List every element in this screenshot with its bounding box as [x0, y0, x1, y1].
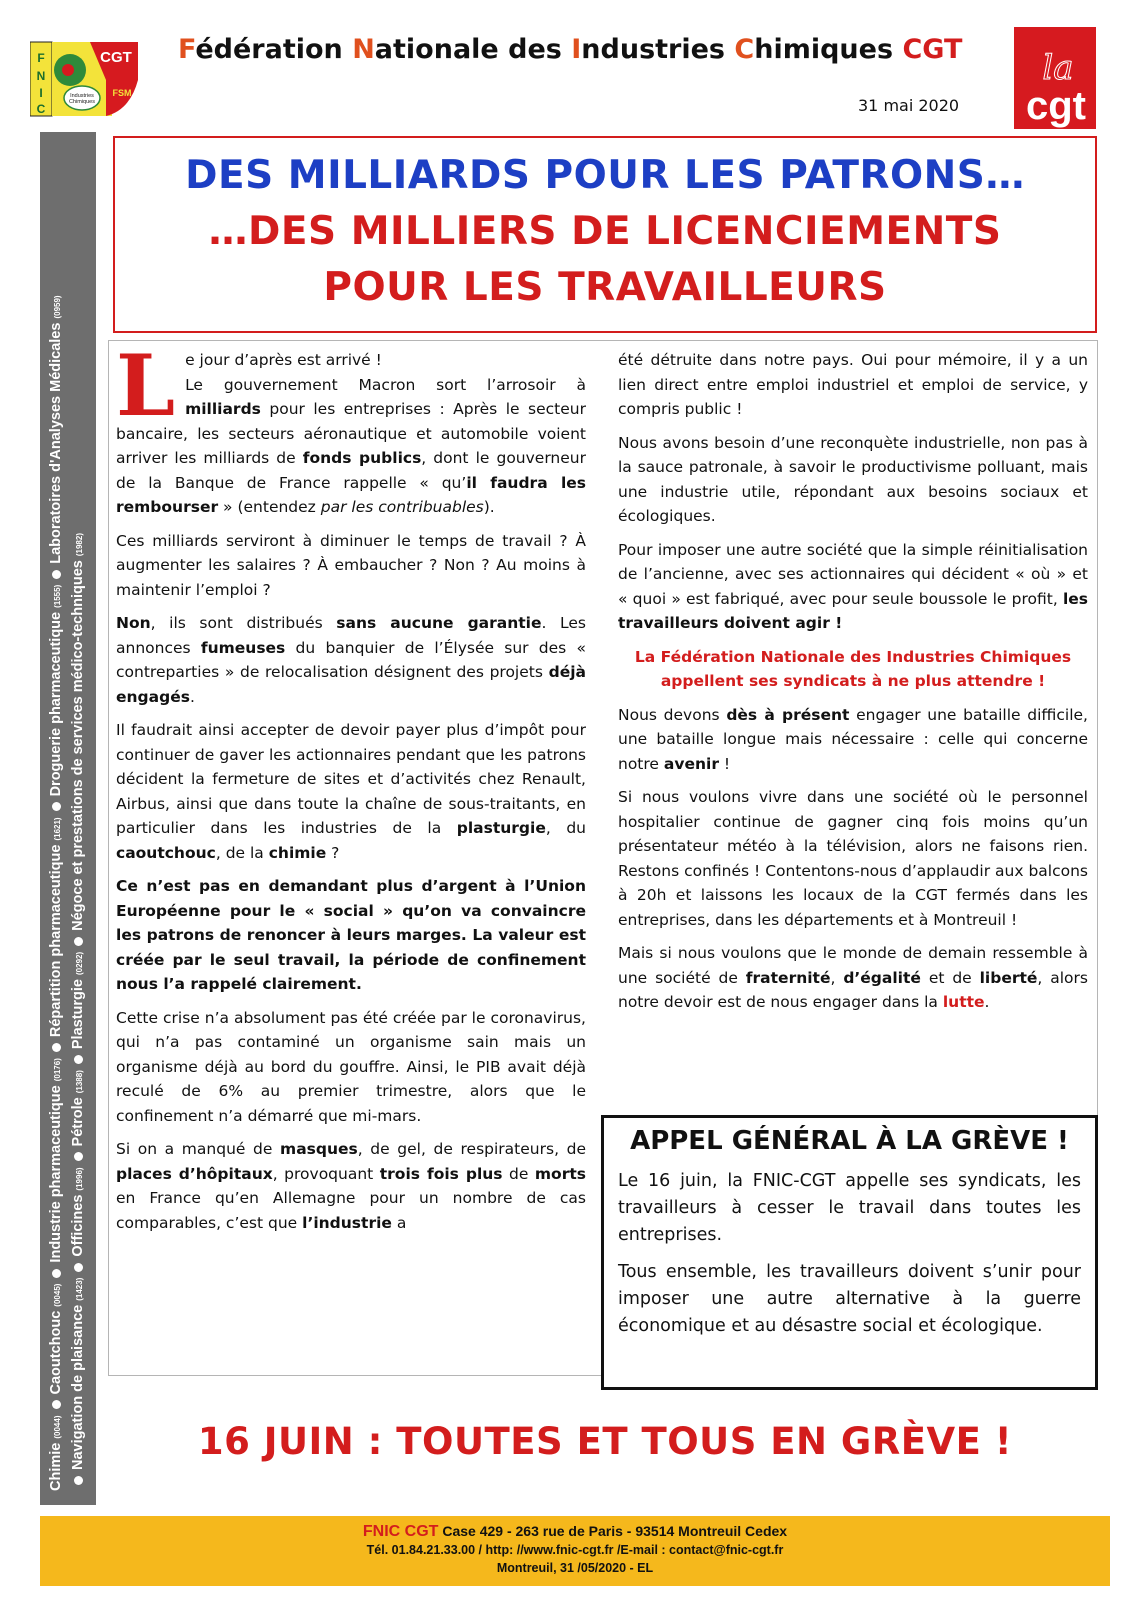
article-paragraph: Il faudrait ainsi accepter de devoir payer plus d’impôt pour continuer de gaver les actionnaires pendant que les patrons décident la fermeture de sites et d’activités chez Renault, Airbus, ainsi que dans toute la chaîne de sous-traitants, en particulier dans les industries de la plasturgie, du caoutchouc, de la chimie ?	[116, 721, 586, 862]
svg-text:Industries: Industries	[70, 93, 94, 99]
svg-text:Chimiques: Chimiques	[69, 99, 95, 105]
strike-call-box	[601, 1115, 1098, 1390]
footer-address-line	[40, 1523, 1110, 1541]
title-fragment: himiques	[754, 34, 903, 65]
bullet-icon	[74, 1152, 83, 1161]
article-paragraph: été détruite dans notre pays. Oui pour mémoire, il y a un lien direct entre emploi industriel et emploi de service, y compris public !	[618, 351, 1088, 418]
article-paragraph: Pour imposer une autre société que la simple réinitialisation de l’ancienne, avec ses actionnaires qui décident « où » et « quoi » est fabriqué, avec pour seule boussole le profit, les travailleurs doivent agir !	[618, 540, 1088, 632]
svg-text:I: I	[39, 86, 43, 100]
headline-line-1: DES MILLIARDS POUR LES PATRONS…	[185, 153, 1025, 198]
fnic-logo	[30, 40, 140, 118]
sector-code: (1388)	[75, 1070, 84, 1094]
article-column-right	[618, 348, 1088, 1024]
title-fragment: F	[178, 34, 196, 65]
title-fragment: édération	[195, 34, 353, 65]
article-paragraph: Mais si nous voulons que le monde de demain ressemble à une société de fraternité, d’égalité et de liberté, alors notre devoir est de nous engager dans la lutte.	[618, 944, 1088, 1011]
headline-box	[113, 136, 1097, 333]
article-paragraph: Si nous voulons vivre dans une société où le personnel hospitalier continue de gagner cinq fois moins qu’un présentateur météo à la télévision, alors ne faisons rien. Restons confinés ! Contentons-nous d’applaudir aux balcons à 20h et laissons les locaux de la CGT fermés dans les entreprises, dans les départements et à Montreuil !	[618, 788, 1088, 929]
strike-call-paragraph: Le 16 juin, la FNIC-CGT appelle ses syndicats, les travailleurs à cesser le travail dans toutes les entreprises.	[618, 1171, 1081, 1245]
sector-item: Industrie pharmaceutique (0176)	[48, 1058, 64, 1263]
sector-item: Navigation de plaisance (1423)	[70, 1277, 86, 1470]
bullet-icon	[52, 802, 61, 811]
sector-item: Laboratoires d'Analyses Médicales (0959)	[48, 295, 64, 564]
footer	[40, 1516, 1110, 1586]
sector-item: Pétrole (1388)	[70, 1070, 86, 1147]
federation-title	[178, 34, 978, 65]
svg-text:N: N	[36, 69, 46, 83]
sector-item: Répartition pharmaceutique (1621)	[48, 817, 64, 1038]
sector-item: Droguerie pharmaceutique (1555)	[48, 584, 64, 797]
article-paragraph: Nous devons dès à présent engager une bataille difficile, une bataille longue mais nécessaire : celle qui concerne notre avenir !	[618, 705, 1088, 773]
sector-code: (1982)	[75, 533, 84, 557]
title-cgt: CGT	[902, 34, 963, 65]
sector-code: (0045)	[53, 1283, 62, 1307]
sector-sidebar	[40, 132, 96, 1505]
sector-item: Officines (1996)	[70, 1167, 86, 1257]
sector-code: (0292)	[75, 951, 84, 975]
publication-date: 31 mai 2020	[858, 96, 960, 115]
headline-line-2: …DES MILLIERS DE LICENCIEMENTS	[208, 209, 1002, 254]
sector-code: (0044)	[53, 1415, 62, 1439]
footer-org: FNIC CGT	[362, 1523, 439, 1540]
sector-item: Caoutchouc (0045)	[48, 1283, 64, 1395]
sector-line-1	[46, 132, 68, 1491]
sector-code: (1996)	[75, 1167, 84, 1191]
svg-text:C: C	[36, 102, 46, 116]
strike-call-paragraph: Tous ensemble, les travailleurs doivent s’unir pour imposer une autre alternative à la guerre économique et au désastre social et écologique.	[618, 1262, 1081, 1336]
cgt-logo	[1014, 27, 1096, 129]
svg-text:cgt: cgt	[1026, 84, 1086, 128]
sector-code: (0959)	[53, 295, 62, 319]
bullet-icon	[52, 570, 61, 579]
bullet-icon	[74, 1476, 83, 1485]
sector-code: (0176)	[53, 1058, 62, 1082]
footer-ref: Montreuil, 31 /05/2020 - EL	[496, 1561, 654, 1575]
bullet-icon	[52, 1269, 61, 1278]
headline-line-3: POUR LES TRAVAILLEURS	[323, 265, 887, 310]
sector-code: (1555)	[53, 584, 62, 608]
sector-item: Plasturgie (0292)	[70, 951, 86, 1050]
bullet-icon	[74, 937, 83, 946]
footer-contact: Tél. 01.84.21.33.00 / http: //www.fnic-cgt.fr /E-mail : contact@fnic-cgt.fr	[366, 1543, 784, 1557]
article-paragraph: Cette crise n’a absolument pas été créée par le coronavirus, qui n’a pas contaminé un organisme sain mais un organisme déjà au bord du gouffre. Ainsi, le PIB avait déjà reculé de 6% au premier trimestre, alors que le confinement n’a démarré que mi-mars.	[116, 1008, 586, 1125]
svg-text:FSM: FSM	[112, 88, 132, 98]
strike-call-title: APPEL GÉNÉRAL À LA GRÈVE !	[630, 1126, 1069, 1156]
sector-item: Chimie (0044)	[48, 1415, 64, 1491]
title-fragment: I	[571, 34, 582, 65]
sector-line-2	[68, 132, 90, 1491]
title-fragment: N	[352, 34, 375, 65]
sector-code: (1621)	[53, 817, 62, 841]
bullet-icon	[74, 1263, 83, 1272]
drop-cap: L	[116, 336, 176, 435]
svg-text:CGT: CGT	[100, 49, 132, 66]
svg-text:la: la	[1042, 48, 1074, 88]
title-fragment: C	[734, 34, 755, 65]
sector-list	[40, 132, 96, 1505]
sector-code: (1423)	[75, 1277, 84, 1301]
footer-address: Case 429 - 263 rue de Paris - 93514 Montreuil Cedex	[442, 1523, 788, 1539]
bullet-icon	[52, 1043, 61, 1052]
article-column-left	[116, 336, 587, 1244]
title-fragment: ationale des	[374, 34, 572, 65]
article-paragraph: Non, ils sont distribués sans aucune garantie. Les annonces fumeuses du banquier de l’Élysée sur des « contreparties » de relocalisation désignent des projets déjà engagés.	[116, 614, 586, 706]
article-paragraph: Le jour d’après est arrivé ! Le gouvernement Macron sort l’arrosoir à milliards pour les entreprises : Après le secteur bancaire, les secteurs aéronautique et automobile voient arriver les milliards de fonds publics, dont le gouverneur de la Banque de France rappelle « qu’il faudra les rembourser » (entendez par les contribuables).	[116, 336, 587, 516]
article-paragraph: La Fédération Nationale des Industries Chimiques appellent ses syndicats à ne plus attendre !	[634, 647, 1072, 690]
strike-slogan: 16 JUIN : TOUTES ET TOUS EN GRÈVE !	[197, 1420, 1013, 1463]
article-paragraph: Si on a manqué de masques, de gel, de respirateurs, de places d’hôpitaux, provoquant trois fois plus de morts en France qu’en Allemagne pour un nombre de cas comparables, c’est que l’industrie a	[116, 1140, 586, 1232]
sector-item: Négoce et prestations de services médico-techniques (1982)	[70, 533, 86, 931]
svg-text:F: F	[37, 51, 45, 65]
article-paragraph: Ce n’est pas en demandant plus d’argent à l’Union Européenne pour le « social » qu’on va convaincre les patrons de renoncer à leurs marges. La valeur est créée par le seul travail, la période de confinement nous l’a rappelé clairement.	[116, 877, 586, 993]
title-fragment: ndustries	[581, 34, 735, 65]
bullet-icon	[52, 1401, 61, 1410]
article-paragraph: Ces milliards serviront à diminuer le temps de travail ? À augmenter les salaires ? À embaucher ? Non ? Au moins à maintenir l’emploi ?	[116, 531, 586, 599]
bullet-icon	[74, 1055, 83, 1064]
article-paragraph: Nous avons besoin d’une reconquète industrielle, non pas à la sauce patronale, à savoir le productivisme polluant, mais une industrie utile, répondant aux besoins sociaux et écologiques.	[618, 433, 1088, 525]
